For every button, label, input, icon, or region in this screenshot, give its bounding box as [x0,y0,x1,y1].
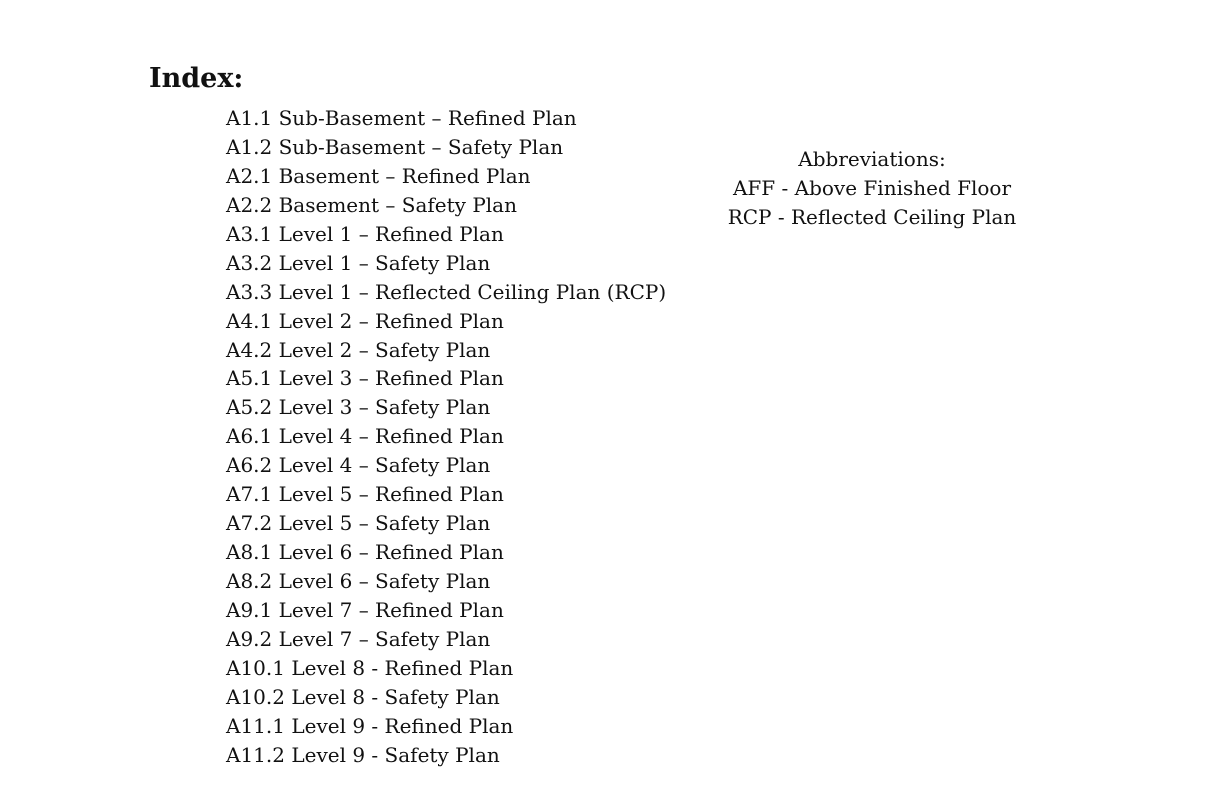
index-item: A8.1 Level 6 – Refined Plan [226,540,504,565]
index-item: A4.2 Level 2 – Safety Plan [226,337,491,362]
index-item: A3.2 Level 1 – Safety Plan [226,250,491,275]
index-item: A6.2 Level 4 – Safety Plan [226,453,491,478]
index-item: A4.1 Level 2 – Refined Plan [226,308,504,333]
index-item: A11.1 Level 9 - Refined Plan [226,713,514,738]
index-item: A3.3 Level 1 – Reflected Ceiling Plan (RCP) [226,279,667,304]
index-item: A3.1 Level 1 – Refined Plan [226,221,504,246]
abbreviation-item: RCP - Reflected Ceiling Plan [727,205,1017,229]
index-item: A6.1 Level 4 – Refined Plan [226,424,504,449]
index-item: A2.2 Basement – Safety Plan [226,192,517,217]
index-item: A10.2 Level 8 - Safety Plan [226,684,500,709]
index-item: A9.1 Level 7 – Refined Plan [226,597,504,622]
index-item: A8.2 Level 6 – Safety Plan [226,569,491,593]
index-item: A5.2 Level 3 – Safety Plan [226,395,491,420]
index-item: A1.2 Sub-Basement – Safety Plan [226,134,564,159]
index-item: A1.1 Sub-Basement – Refined Plan [226,106,577,130]
index-item: A7.1 Level 5 – Refined Plan [226,482,504,507]
index-item: A2.1 Basement – Refined Plan [226,163,531,188]
index-item: A9.2 Level 7 – Safety Plan [226,626,491,651]
abbreviations-block [722,145,1022,232]
index-item: A7.2 Level 5 – Safety Plan [226,511,491,536]
abbreviation-item: AFF - Above Finished Floor [732,176,1012,200]
abbreviations-title: Abbreviations: [798,147,946,171]
index-title: Index: [149,63,244,94]
index-item: A11.2 Level 9 - Safety Plan [226,742,500,767]
index-item: A5.1 Level 3 – Refined Plan [226,366,504,391]
index-item: A10.1 Level 8 - Refined Plan [226,655,514,680]
index-list [226,104,666,770]
